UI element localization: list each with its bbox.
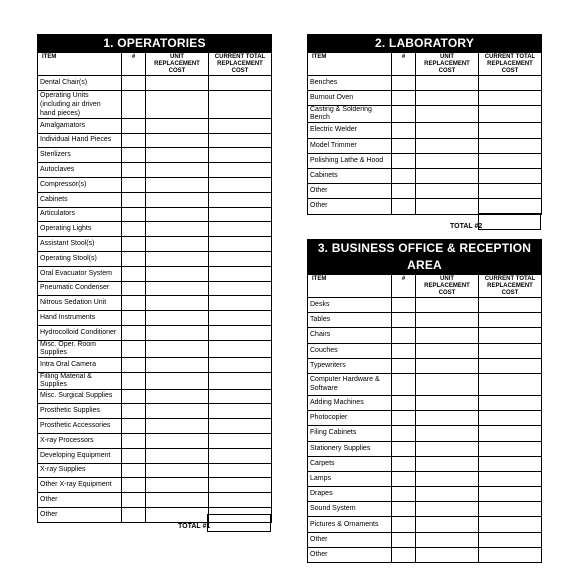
qty-cell[interactable]	[392, 199, 416, 214]
current-cost-cell[interactable]	[209, 148, 272, 163]
qty-cell[interactable]	[122, 340, 146, 357]
col-current-cost: CURRENT TOTAL REPLACEMENT COST	[209, 53, 272, 76]
table-row	[38, 251, 272, 266]
item-label: Compressor(s)	[38, 177, 122, 192]
item-label: Couches	[308, 343, 392, 358]
item-label: Operating Units (including air driven hand pieces)	[38, 90, 122, 118]
qty-cell[interactable]	[122, 507, 146, 522]
current-cost-cell[interactable]	[209, 325, 272, 340]
qty-cell[interactable]	[392, 123, 416, 138]
qty-cell[interactable]	[392, 328, 416, 343]
unit-cost-cell[interactable]	[146, 389, 209, 404]
item-label: Other	[308, 547, 392, 562]
table-row	[38, 192, 272, 207]
item-label: Tables	[308, 313, 392, 328]
qty-cell[interactable]	[392, 373, 416, 395]
qty-cell[interactable]	[122, 493, 146, 508]
table-row	[308, 168, 542, 183]
unit-cost-cell[interactable]	[416, 328, 479, 343]
current-cost-cell[interactable]	[209, 266, 272, 281]
unit-cost-cell[interactable]	[416, 547, 479, 562]
table-row	[308, 343, 542, 358]
table-row	[38, 281, 272, 296]
item-label: Other	[308, 184, 392, 199]
item-label: Autoclaves	[38, 163, 122, 178]
unit-cost-cell[interactable]	[146, 493, 209, 508]
total-2-field[interactable]	[478, 213, 541, 230]
current-cost-cell[interactable]	[209, 493, 272, 508]
qty-cell[interactable]	[122, 419, 146, 434]
table-row	[308, 373, 542, 395]
qty-cell[interactable]	[122, 372, 146, 389]
qty-cell[interactable]	[392, 502, 416, 517]
item-label: Nitrous Sedation Unit	[38, 296, 122, 311]
unit-cost-cell[interactable]	[416, 456, 479, 471]
table-row	[308, 358, 542, 373]
unit-cost-cell[interactable]	[416, 343, 479, 358]
qty-cell[interactable]	[392, 487, 416, 502]
operatories-table	[37, 34, 272, 523]
qty-cell[interactable]	[392, 138, 416, 153]
item-label: Typewriters	[308, 358, 392, 373]
current-cost-cell[interactable]	[479, 123, 542, 138]
unit-cost-cell[interactable]	[416, 532, 479, 547]
current-cost-cell[interactable]	[479, 343, 542, 358]
qty-cell[interactable]	[122, 90, 146, 118]
unit-cost-cell[interactable]	[416, 184, 479, 199]
unit-cost-cell[interactable]	[146, 90, 209, 118]
table-row	[308, 471, 542, 486]
qty-cell[interactable]	[392, 426, 416, 441]
table-row	[308, 487, 542, 502]
qty-cell[interactable]	[392, 395, 416, 410]
unit-cost-cell[interactable]	[416, 199, 479, 214]
item-label: Prosthetic Supplies	[38, 404, 122, 419]
unit-cost-cell[interactable]	[416, 168, 479, 183]
qty-cell[interactable]	[392, 441, 416, 456]
unit-cost-cell[interactable]	[146, 237, 209, 252]
item-label: Lamps	[308, 471, 392, 486]
unit-cost-cell[interactable]	[416, 471, 479, 486]
table-row	[38, 76, 272, 91]
current-cost-cell[interactable]	[209, 118, 272, 133]
item-label: Model Trimmer	[308, 138, 392, 153]
table-row	[38, 372, 272, 389]
qty-cell[interactable]	[392, 313, 416, 328]
current-cost-cell[interactable]	[209, 237, 272, 252]
unit-cost-cell[interactable]	[146, 433, 209, 448]
unit-cost-cell[interactable]	[416, 441, 479, 456]
qty-cell[interactable]	[122, 281, 146, 296]
qty-cell[interactable]	[392, 547, 416, 562]
table-row	[38, 463, 272, 478]
current-cost-cell[interactable]	[479, 487, 542, 502]
unit-cost-cell[interactable]	[416, 91, 479, 106]
unit-cost-cell[interactable]	[146, 296, 209, 311]
table-row	[308, 298, 542, 313]
table-row	[308, 138, 542, 153]
qty-cell[interactable]	[122, 133, 146, 148]
qty-cell[interactable]	[122, 404, 146, 419]
unit-cost-cell[interactable]	[416, 358, 479, 373]
current-cost-cell[interactable]	[209, 222, 272, 237]
col-item: ITEM	[38, 53, 122, 76]
qty-cell[interactable]	[392, 411, 416, 426]
item-label: Pictures & Ornaments	[308, 517, 392, 532]
item-label: Cabinets	[308, 168, 392, 183]
table-row	[308, 106, 542, 123]
item-label: Burnout Oven	[308, 91, 392, 106]
current-cost-cell[interactable]	[479, 502, 542, 517]
current-cost-cell[interactable]	[479, 441, 542, 456]
col-unit-cost: UNIT REPLACEMENT COST	[416, 275, 479, 298]
current-cost-cell[interactable]	[209, 389, 272, 404]
qty-cell[interactable]	[392, 471, 416, 486]
col-qty: #	[122, 53, 146, 76]
qty-cell[interactable]	[122, 357, 146, 372]
table-row	[308, 199, 542, 214]
total-1-label: TOTAL #1	[178, 523, 211, 530]
table-row	[308, 91, 542, 106]
table-row	[38, 404, 272, 419]
item-label: Articulators	[38, 207, 122, 222]
unit-cost-cell[interactable]	[416, 138, 479, 153]
table-row	[38, 478, 272, 493]
current-cost-cell[interactable]	[479, 471, 542, 486]
table-row	[308, 184, 542, 199]
item-label: Chairs	[308, 328, 392, 343]
unit-cost-cell[interactable]	[146, 404, 209, 419]
item-label: Carpets	[308, 456, 392, 471]
col-current-cost: CURRENT TOTAL REPLACEMENT COST	[479, 53, 542, 76]
qty-cell[interactable]	[122, 222, 146, 237]
qty-cell[interactable]	[392, 153, 416, 168]
unit-cost-cell[interactable]	[416, 487, 479, 502]
current-cost-cell[interactable]	[479, 184, 542, 199]
qty-cell[interactable]	[392, 184, 416, 199]
current-cost-cell[interactable]	[209, 372, 272, 389]
total-2-label: TOTAL #2	[450, 223, 483, 230]
current-cost-cell[interactable]	[479, 426, 542, 441]
item-label: Electric Welder	[308, 123, 392, 138]
table-row	[38, 163, 272, 178]
item-label: Cabinets	[38, 192, 122, 207]
unit-cost-cell[interactable]	[416, 373, 479, 395]
table-row	[308, 153, 542, 168]
unit-cost-cell[interactable]	[416, 517, 479, 532]
table-row	[38, 207, 272, 222]
table-row	[38, 90, 272, 118]
current-cost-cell[interactable]	[479, 313, 542, 328]
item-label: Drapes	[308, 487, 392, 502]
item-label: Prosthetic Accessories	[38, 419, 122, 434]
current-cost-cell[interactable]	[209, 133, 272, 148]
current-cost-cell[interactable]	[209, 76, 272, 91]
current-cost-cell[interactable]	[209, 357, 272, 372]
item-label: Operating Stool(s)	[38, 251, 122, 266]
qty-cell[interactable]	[392, 456, 416, 471]
qty-cell[interactable]	[122, 76, 146, 91]
current-cost-cell[interactable]	[209, 296, 272, 311]
qty-cell[interactable]	[122, 448, 146, 463]
table-row	[308, 502, 542, 517]
item-label: Casting & Soldering Bench	[308, 106, 392, 123]
unit-cost-cell[interactable]	[416, 502, 479, 517]
qty-cell[interactable]	[392, 358, 416, 373]
item-label: Stationery Supplies	[308, 441, 392, 456]
table-row	[38, 311, 272, 326]
qty-cell[interactable]	[122, 325, 146, 340]
current-cost-cell[interactable]	[479, 547, 542, 562]
unit-cost-cell[interactable]	[416, 76, 479, 91]
table-row	[38, 493, 272, 508]
item-label: Hydrocolloid Conditioner	[38, 325, 122, 340]
unit-cost-cell[interactable]	[146, 251, 209, 266]
qty-cell[interactable]	[392, 343, 416, 358]
col-item: ITEM	[308, 53, 392, 76]
item-label: Developing Equipment	[38, 448, 122, 463]
unit-cost-cell[interactable]	[146, 207, 209, 222]
table-row	[38, 419, 272, 434]
unit-cost-cell[interactable]	[146, 448, 209, 463]
unit-cost-cell[interactable]	[416, 411, 479, 426]
table-row	[308, 395, 542, 410]
table-row	[38, 237, 272, 252]
current-cost-cell[interactable]	[209, 478, 272, 493]
current-cost-cell[interactable]	[209, 448, 272, 463]
item-label: Adding Machines	[308, 395, 392, 410]
qty-cell[interactable]	[392, 517, 416, 532]
current-cost-cell[interactable]	[479, 76, 542, 91]
item-label: Amalgamators	[38, 118, 122, 133]
qty-cell[interactable]	[122, 192, 146, 207]
current-cost-cell[interactable]	[209, 404, 272, 419]
unit-cost-cell[interactable]	[146, 325, 209, 340]
item-label: Misc. Oper. Room Supplies	[38, 340, 122, 357]
item-label: Dental Chair(s)	[38, 76, 122, 91]
qty-cell[interactable]	[122, 251, 146, 266]
unit-cost-cell[interactable]	[146, 340, 209, 357]
business-office-title: 3. BUSINESS OFFICE & RECEPTION AREA	[308, 240, 542, 275]
qty-cell[interactable]	[122, 296, 146, 311]
item-label: Desks	[308, 298, 392, 313]
item-label: Misc. Surgical Supplies	[38, 389, 122, 404]
current-cost-cell[interactable]	[209, 281, 272, 296]
current-cost-cell[interactable]	[209, 419, 272, 434]
current-cost-cell[interactable]	[479, 91, 542, 106]
item-label: X-ray Processors	[38, 433, 122, 448]
item-label: Computer Hardware & Software	[308, 373, 392, 395]
col-unit-cost: UNIT REPLACEMENT COST	[146, 53, 209, 76]
item-label: Polishing Lathe & Hood	[308, 153, 392, 168]
table-row	[308, 313, 542, 328]
unit-cost-cell[interactable]	[146, 76, 209, 91]
item-label: Sterilizers	[38, 148, 122, 163]
unit-cost-cell[interactable]	[146, 357, 209, 372]
unit-cost-cell[interactable]	[146, 133, 209, 148]
total-1-field[interactable]	[207, 514, 271, 532]
qty-cell[interactable]	[122, 266, 146, 281]
current-cost-cell[interactable]	[479, 153, 542, 168]
col-unit-cost: UNIT REPLACEMENT COST	[416, 53, 479, 76]
unit-cost-cell[interactable]	[146, 118, 209, 133]
table-row	[38, 148, 272, 163]
operatories-title: 1. OPERATORIES	[38, 35, 272, 53]
current-cost-cell[interactable]	[209, 177, 272, 192]
current-cost-cell[interactable]	[209, 207, 272, 222]
qty-cell[interactable]	[122, 237, 146, 252]
item-label: Other	[308, 199, 392, 214]
current-cost-cell[interactable]	[479, 328, 542, 343]
unit-cost-cell[interactable]	[146, 463, 209, 478]
qty-cell[interactable]	[122, 207, 146, 222]
item-label: Photocopier	[308, 411, 392, 426]
qty-cell[interactable]	[122, 389, 146, 404]
unit-cost-cell[interactable]	[146, 478, 209, 493]
table-row	[38, 133, 272, 148]
unit-cost-cell[interactable]	[416, 298, 479, 313]
unit-cost-cell[interactable]	[416, 426, 479, 441]
current-cost-cell[interactable]	[479, 411, 542, 426]
table-row	[38, 448, 272, 463]
table-row	[308, 328, 542, 343]
qty-cell[interactable]	[392, 168, 416, 183]
table-row	[38, 296, 272, 311]
unit-cost-cell[interactable]	[146, 372, 209, 389]
qty-cell[interactable]	[122, 148, 146, 163]
item-label: Other	[308, 532, 392, 547]
current-cost-cell[interactable]	[209, 433, 272, 448]
col-qty: #	[392, 53, 416, 76]
unit-cost-cell[interactable]	[146, 148, 209, 163]
item-label: Assistant Stool(s)	[38, 237, 122, 252]
current-cost-cell[interactable]	[479, 532, 542, 547]
unit-cost-cell[interactable]	[416, 106, 479, 123]
current-cost-cell[interactable]	[479, 106, 542, 123]
table-row	[308, 411, 542, 426]
qty-cell[interactable]	[392, 532, 416, 547]
unit-cost-cell[interactable]	[146, 163, 209, 178]
current-cost-cell[interactable]	[479, 168, 542, 183]
laboratory-table	[307, 34, 542, 215]
unit-cost-cell[interactable]	[146, 266, 209, 281]
item-label: Other	[38, 493, 122, 508]
unit-cost-cell[interactable]	[146, 222, 209, 237]
table-row	[308, 426, 542, 441]
item-label: Pneumatic Condenser	[38, 281, 122, 296]
item-label: X-ray Supplies	[38, 463, 122, 478]
qty-cell[interactable]	[122, 163, 146, 178]
item-label: Operating Lights	[38, 222, 122, 237]
table-row	[308, 517, 542, 532]
table-row	[308, 532, 542, 547]
qty-cell[interactable]	[392, 76, 416, 91]
unit-cost-cell[interactable]	[146, 419, 209, 434]
qty-cell[interactable]	[122, 478, 146, 493]
table-row	[38, 266, 272, 281]
item-label: Other X-ray Equipment	[38, 478, 122, 493]
table-row	[38, 389, 272, 404]
col-current-cost: CURRENT TOTAL REPLACEMENT COST	[479, 275, 542, 298]
current-cost-cell[interactable]	[479, 199, 542, 214]
table-row	[308, 76, 542, 91]
table-row	[308, 123, 542, 138]
qty-cell[interactable]	[122, 433, 146, 448]
unit-cost-cell[interactable]	[416, 313, 479, 328]
item-label: Filling Material & Supplies	[38, 372, 122, 389]
current-cost-cell[interactable]	[479, 358, 542, 373]
qty-cell[interactable]	[122, 118, 146, 133]
qty-cell[interactable]	[392, 106, 416, 123]
current-cost-cell[interactable]	[479, 138, 542, 153]
unit-cost-cell[interactable]	[416, 123, 479, 138]
table-row	[38, 118, 272, 133]
current-cost-cell[interactable]	[479, 373, 542, 395]
laboratory-title: 2. LABORATORY	[308, 35, 542, 53]
unit-cost-cell[interactable]	[146, 281, 209, 296]
item-label: Intra Oral Camera	[38, 357, 122, 372]
col-qty: #	[392, 275, 416, 298]
current-cost-cell[interactable]	[209, 192, 272, 207]
qty-cell[interactable]	[122, 463, 146, 478]
current-cost-cell[interactable]	[479, 298, 542, 313]
qty-cell[interactable]	[392, 298, 416, 313]
business-office-table	[307, 239, 542, 563]
item-label: Sound System	[308, 502, 392, 517]
table-row	[38, 177, 272, 192]
item-label: Benches	[308, 76, 392, 91]
item-label: Oral Evacuator System	[38, 266, 122, 281]
table-row	[308, 547, 542, 562]
current-cost-cell[interactable]	[209, 311, 272, 326]
item-label: Other	[38, 507, 122, 522]
current-cost-cell[interactable]	[479, 456, 542, 471]
table-row	[308, 441, 542, 456]
current-cost-cell[interactable]	[209, 463, 272, 478]
table-row	[38, 340, 272, 357]
unit-cost-cell[interactable]	[146, 192, 209, 207]
current-cost-cell[interactable]	[209, 90, 272, 118]
table-row	[38, 433, 272, 448]
item-label: Hand Instruments	[38, 311, 122, 326]
current-cost-cell[interactable]	[209, 340, 272, 357]
item-label: Individual Hand Pieces	[38, 133, 122, 148]
qty-cell[interactable]	[122, 177, 146, 192]
current-cost-cell[interactable]	[479, 517, 542, 532]
table-row	[308, 456, 542, 471]
table-row	[38, 325, 272, 340]
col-item: ITEM	[308, 275, 392, 298]
table-row	[38, 357, 272, 372]
unit-cost-cell[interactable]	[416, 153, 479, 168]
unit-cost-cell[interactable]	[146, 507, 209, 522]
unit-cost-cell[interactable]	[416, 395, 479, 410]
current-cost-cell[interactable]	[479, 395, 542, 410]
current-cost-cell[interactable]	[209, 251, 272, 266]
unit-cost-cell[interactable]	[146, 177, 209, 192]
table-row	[38, 222, 272, 237]
item-label: Filing Cabinets	[308, 426, 392, 441]
qty-cell[interactable]	[392, 91, 416, 106]
current-cost-cell[interactable]	[209, 163, 272, 178]
qty-cell[interactable]	[122, 311, 146, 326]
unit-cost-cell[interactable]	[146, 311, 209, 326]
